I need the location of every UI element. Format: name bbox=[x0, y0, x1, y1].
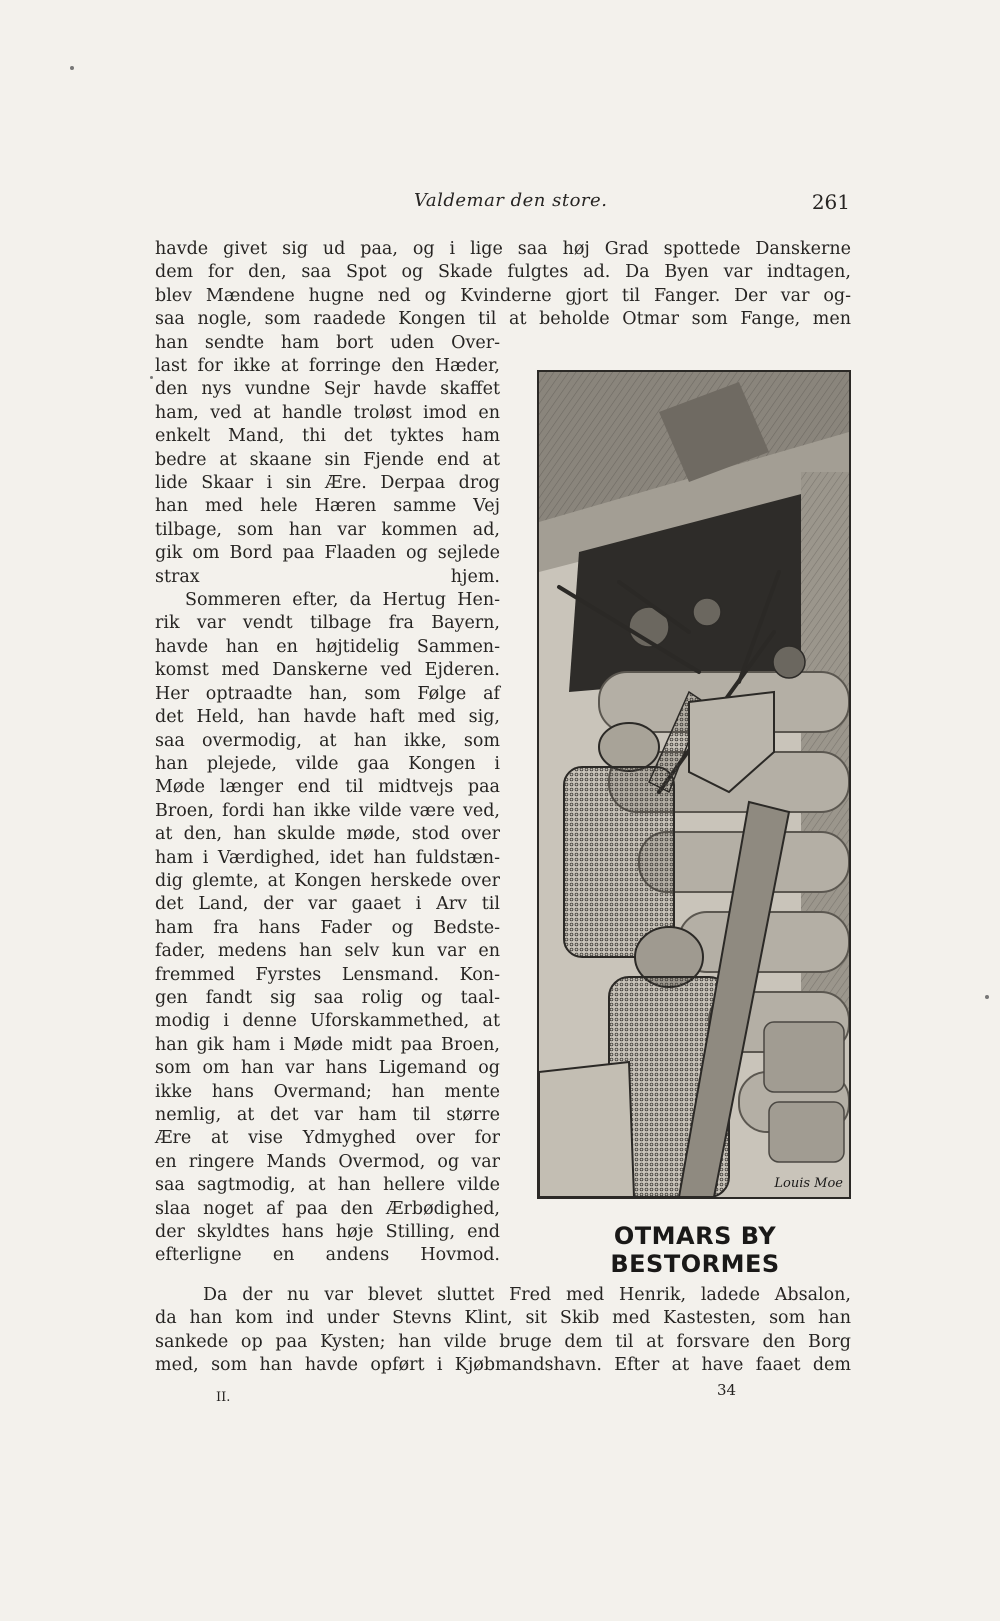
text-line: last for ikke at forringe den Hæder, bbox=[155, 356, 500, 376]
text-line: lide Skaar i sin Ære. Derpaa drog bbox=[155, 473, 500, 494]
text-line: havde han en højtidelig Sammen- bbox=[155, 636, 500, 657]
sheet-number: 34 bbox=[717, 1381, 737, 1399]
running-title: Valdemar den store. bbox=[414, 190, 608, 211]
text-line: saa sagtmodig, at han hellere vilde bbox=[155, 1175, 500, 1196]
page-number: 261 bbox=[811, 190, 850, 214]
text-line: nemlig, at det var ham til større bbox=[155, 1105, 500, 1125]
text-line: han sendte ham bort uden Over- bbox=[155, 332, 500, 353]
text-line: da han kom ind under Stevns Klint, sit Skib med Kastesten, som han bbox=[155, 1308, 851, 1329]
text-line: ham fra hans Fader og Bedste- bbox=[155, 917, 500, 938]
text-line: med, som han havde opført i Kjøbmandshavn. Efter at have faaet dem bbox=[155, 1355, 851, 1376]
text-line: modig i denne Uforskammethed, at bbox=[155, 1011, 500, 1032]
text-line: dem for den, saa Spot og Skade fulgtes ad. Da Byen var indtagen, bbox=[155, 262, 851, 283]
paragraph-narrow bbox=[155, 332, 500, 1268]
siege-engraving bbox=[539, 372, 849, 1197]
signature-mark: II. bbox=[216, 1390, 231, 1405]
text-line: det Land, der var gaaet i Arv til bbox=[155, 894, 500, 915]
text-line: han med hele Hæren samme Vej bbox=[155, 496, 500, 517]
text-line: en ringere Mands Overmod, og var bbox=[155, 1151, 500, 1172]
text-line: fader, medens han selv kun var en bbox=[155, 941, 500, 962]
text-line: Sommeren efter, da Hertug Hen- bbox=[185, 590, 500, 611]
paragraph-bottom bbox=[155, 1284, 851, 1378]
paper-speck bbox=[70, 66, 74, 70]
text-line: sankede op paa Kysten; han vilde bruge dem til at forsvare den Borg bbox=[155, 1331, 851, 1352]
text-line: det Held, han havde haft med sig, bbox=[155, 707, 500, 728]
running-head bbox=[150, 190, 850, 218]
text-line: ikke hans Overmand; han mente bbox=[155, 1081, 500, 1102]
text-line: komst med Danskerne ved Ejderen. bbox=[155, 660, 500, 681]
text-line: Her optraadte han, som Følge af bbox=[155, 683, 500, 704]
text-line: blev Mændene hugne ned og Kvinderne gjort til Fanger. Der var og- bbox=[155, 285, 851, 306]
text-line: at den, han skulde møde, stod over bbox=[155, 824, 500, 845]
text-line: gen fandt sig saa rolig og taal- bbox=[155, 987, 500, 1008]
text-line: der skyldtes hans høje Stilling, end bbox=[155, 1222, 500, 1243]
paper-speck bbox=[985, 995, 989, 999]
text-line: tilbage, som han var kommen ad, bbox=[155, 519, 500, 540]
illustration-caption: OTMARS BY BESTORMES bbox=[610, 1222, 780, 1278]
text-line: Ære at vise Ydmyghed over for bbox=[155, 1128, 500, 1149]
text-line: som om han var hans Ligemand og bbox=[155, 1058, 500, 1079]
text-line: strax hjem. bbox=[155, 566, 500, 587]
text-line: Broen, fordi han ikke vilde være ved, bbox=[155, 800, 500, 821]
artist-signature: Louis Moe bbox=[774, 1176, 843, 1191]
text-line: havde givet sig ud paa, og i lige saa høj Grad spottede Danskerne bbox=[155, 239, 851, 259]
text-line: Møde længer end til midtvejs paa bbox=[155, 777, 500, 798]
text-line: efterligne en andens Hovmod. bbox=[155, 1245, 500, 1266]
text-line: den nys vundne Sejr havde skaffet bbox=[155, 379, 500, 400]
text-line: fremmed Fyrstes Lensmand. Kon- bbox=[155, 964, 500, 985]
text-line: slaa noget af paa den Ærbødighed, bbox=[155, 1198, 500, 1219]
text-line: enkelt Mand, thi det tyktes ham bbox=[155, 426, 500, 447]
text-line: Da der nu var blevet sluttet Fred med Henrik, ladede Absalon, bbox=[203, 1285, 851, 1305]
text-line: ham i Værdighed, idet han fuldstæn- bbox=[155, 847, 500, 868]
paragraph-top bbox=[155, 238, 851, 332]
text-line: gik om Bord paa Flaaden og sejlede bbox=[155, 543, 500, 564]
illustration-siege bbox=[537, 370, 851, 1199]
text-line: rik var vendt tilbage fra Bayern, bbox=[155, 613, 500, 634]
text-line: dig glemte, at Kongen herskede over bbox=[155, 870, 500, 891]
paper-speck bbox=[150, 376, 153, 379]
text-line: saa overmodig, at han ikke, som bbox=[155, 730, 500, 751]
text-line: saa nogle, som raadede Kongen til at beholde Otmar som Fange, men bbox=[155, 309, 851, 330]
text-line: han plejede, vilde gaa Kongen i bbox=[155, 753, 500, 774]
text-line: ham, ved at handle troløst imod en bbox=[155, 402, 500, 423]
text-line: bedre at skaane sin Fjende end at bbox=[155, 449, 500, 470]
text-line: han gik ham i Møde midt paa Broen, bbox=[155, 1034, 500, 1055]
